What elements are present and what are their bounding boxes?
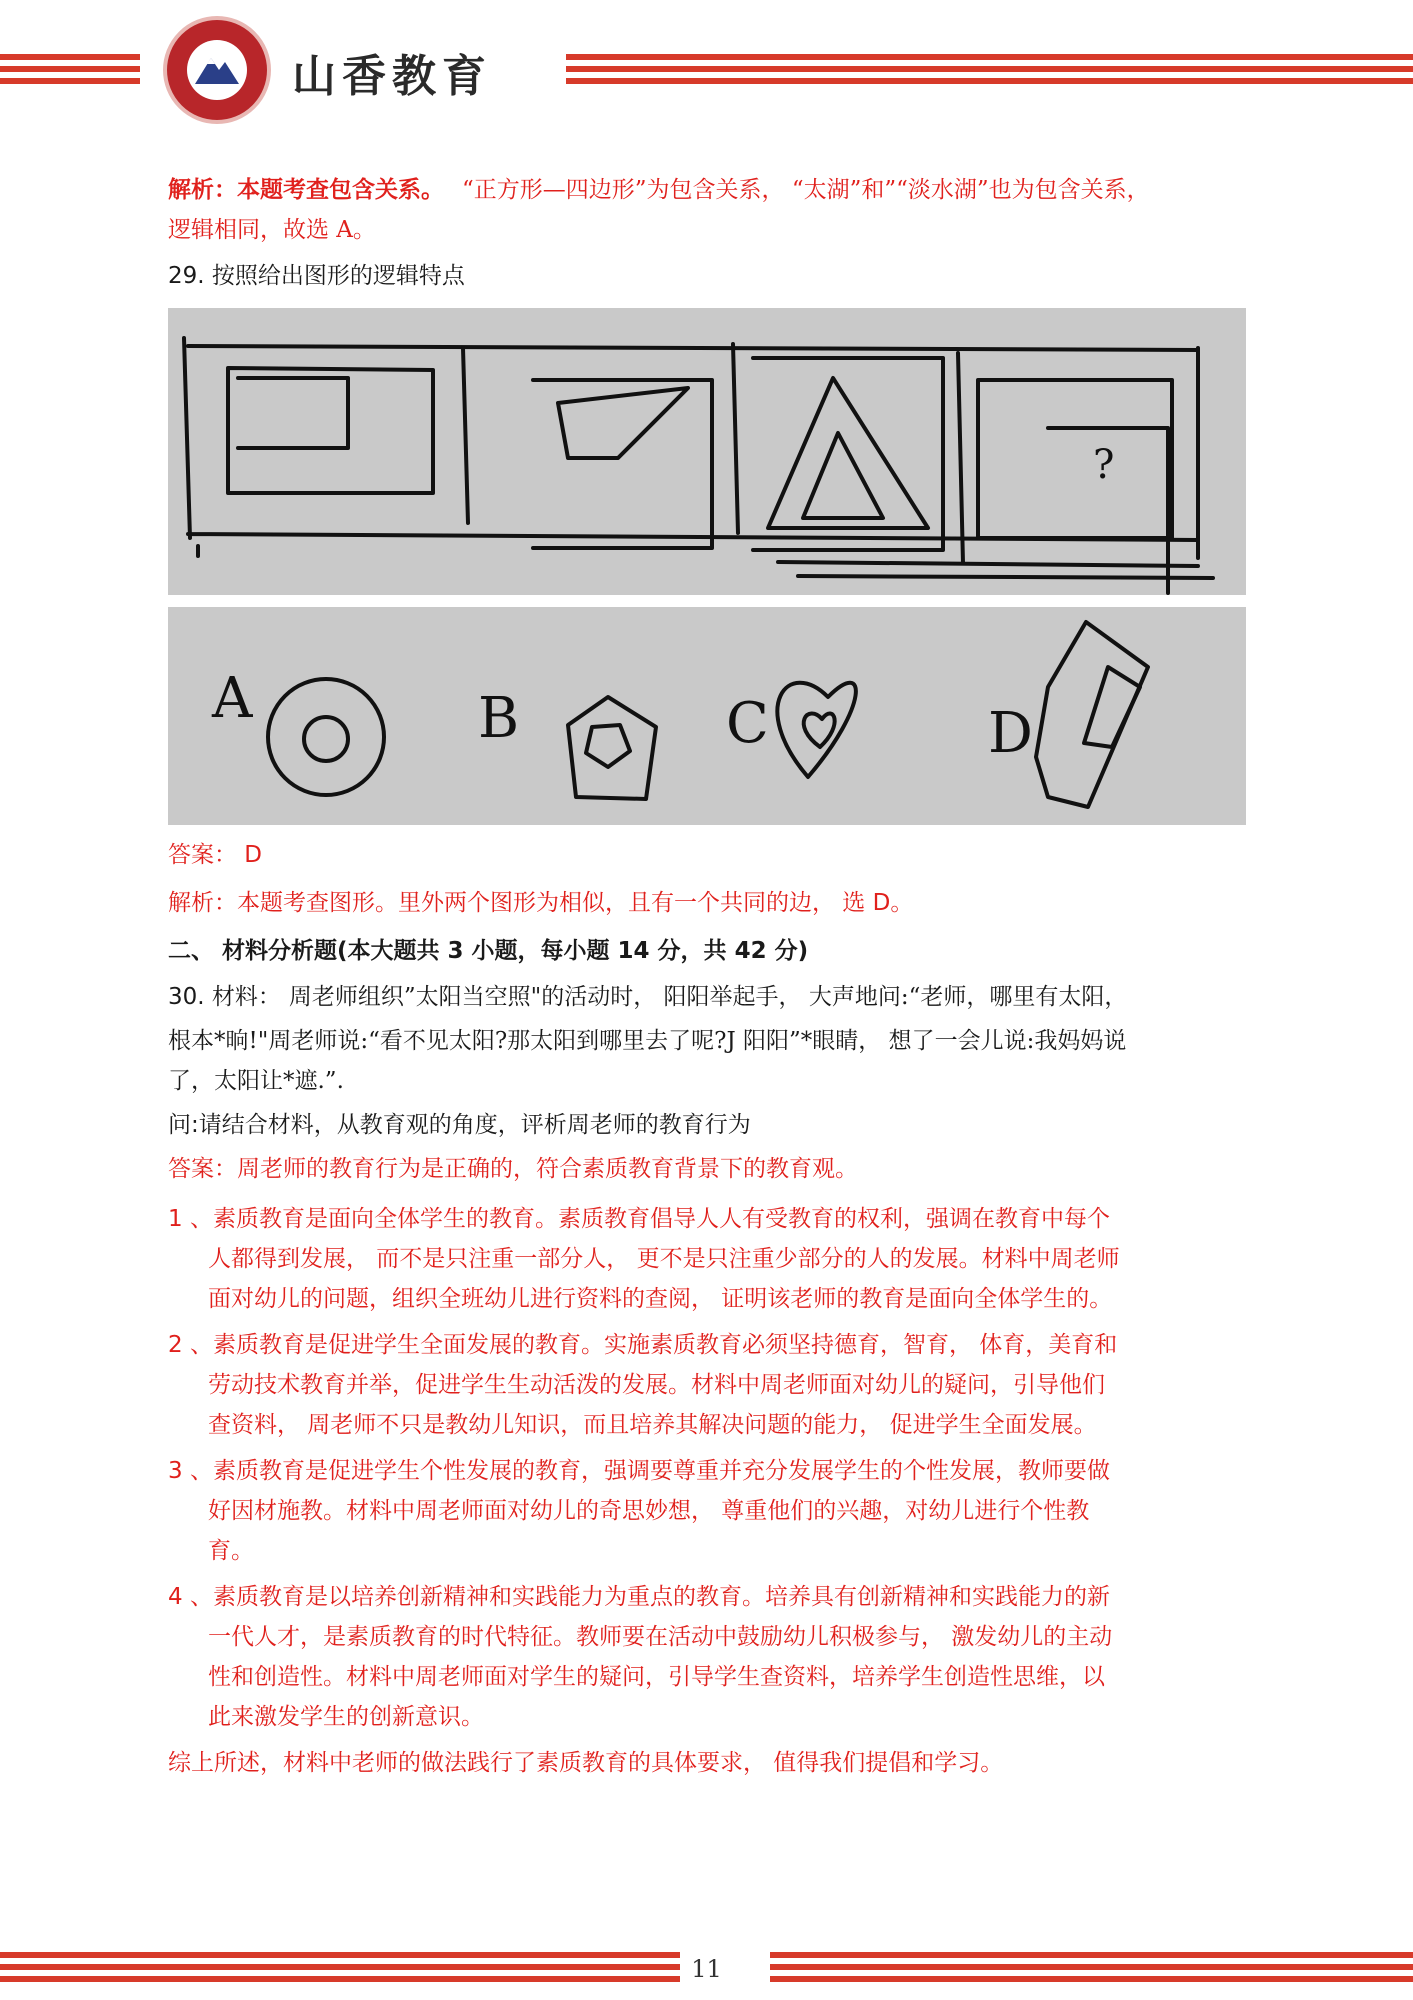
answer-point-2: [168, 1325, 1248, 1445]
q30-answer-intro: 答案：周老师的教育行为是正确的，符合素质教育背景下的教育观。: [168, 1156, 858, 1182]
question-mark: ?: [1093, 442, 1115, 488]
answer-point-4-line4: 此来激发学生的创新意识。: [208, 1704, 484, 1730]
option-c-label: C: [726, 691, 769, 756]
header-stripes-left: [0, 54, 140, 90]
sequence-sketch: [168, 308, 1246, 595]
answer-point-4-line3: 性和创造性。材料中周老师面对学生的疑问，引导学生查资料，培养学生创造性思维，以: [208, 1664, 1105, 1690]
q29-analysis: 解析：本题考查图形。里外两个图形为相似，且有一个共同的边， 选 D。: [168, 890, 914, 916]
brand-logo: [163, 16, 271, 124]
q30-material-text1: 周老师组织”太阳当空照"的活动时， 阳阳举起手， 大声地问:“老师，哪里有太阳，: [288, 984, 1128, 1010]
q30-answer-points: [168, 1199, 1248, 1783]
answer-point-4: [168, 1577, 1248, 1737]
answer-point-1-line3: 面对幼儿的问题，组织全班幼儿进行资料的查阅， 证明该老师的教育是面向全体学生的。: [208, 1286, 1113, 1312]
answer-point-3: [168, 1451, 1248, 1571]
answer-point-3-line1: 3 、素质教育是促进学生个性发展的教育，强调要尊重并充分发展学生的个性发展，教师要做: [168, 1458, 1110, 1484]
page-content-lower: [168, 835, 1248, 1783]
answer-point-3-line3: 育。: [208, 1538, 254, 1564]
option-a-label: A: [212, 666, 253, 731]
brand-name: 山香教育: [292, 51, 492, 102]
q29-options-figure: [168, 607, 1246, 825]
q29-answer: 答案： D: [168, 842, 263, 868]
q28-analysis-text: “正方形—四边形”为包含关系， “太湖”和”“淡水湖”也为包含关系，: [462, 177, 1150, 203]
answer-point-1-line1: 1 、素质教育是面向全体学生的教育。素质教育倡导人人有受教育的权利，强调在教育中每个: [168, 1206, 1110, 1232]
q30-material-line3: 了，太阳让*遮.”.: [168, 1068, 344, 1094]
q28-analysis-label: 解析：本题考查包含关系。: [168, 177, 444, 203]
section2-heading: 二、 材料分析题(本大题共 3 小题，每小题 14 分，共 42 分): [168, 938, 809, 964]
options-sketch: [168, 607, 1246, 825]
answer-point-4-line1: 4 、素质教育是以培养创新精神和实践能力为重点的教育。培养具有创新精神和实践能力的新: [168, 1584, 1110, 1610]
q28-analysis-line2: 逻辑相同，故选 A。: [168, 217, 376, 243]
answer-point-3-line2: 好因材施教。材料中周老师面对幼儿的奇思妙想， 尊重他们的兴趣，对幼儿进行个性教: [208, 1498, 1090, 1524]
q29-title: 29. 按照给出图形的逻辑特点: [168, 263, 465, 289]
page-content: [168, 170, 1248, 296]
answer-point-2-line1: 2 、素质教育是促进学生全面发展的教育。实施素质教育必须坚持德育，智育， 体育，美育和: [168, 1332, 1118, 1358]
header-stripes-right: [566, 54, 1413, 90]
q30-material-line2: 根本*晌!"周老师说:“看不见太阳?那太阳到哪里去了呢?J 阳阳”*眼睛， 想了一会儿说:我妈妈说: [168, 1028, 1127, 1054]
page-number: 11: [691, 1955, 722, 1983]
option-b-label: B: [478, 686, 520, 751]
answer-point-4-line2: 一代人才，是素质教育的时代特征。教师要在活动中鼓励幼儿积极参与， 激发幼儿的主动: [208, 1624, 1113, 1650]
option-d-label: D: [988, 701, 1033, 766]
q30-material-line1: [168, 977, 1248, 1017]
page-header: [0, 0, 1413, 130]
mountain-icon: [187, 40, 247, 100]
q30-conclusion: 综上所述，材料中老师的做法践行了素质教育的具体要求， 值得我们提倡和学习。: [168, 1750, 1004, 1776]
q30-material-label: 30. 材料：: [168, 984, 281, 1010]
answer-point-2-line3: 查资料， 周老师不只是教幼儿知识，而且培养其解决问题的能力， 促进学生全面发展。: [208, 1412, 1097, 1438]
q28-analysis-line1: [168, 170, 1248, 210]
q30-question: 问:请结合材料，从教育观的角度，评析周老师的教育行为: [168, 1112, 751, 1138]
answer-point-2-line2: 劳动技术教育并举，促进学生生动活泼的发展。材料中周老师面对幼儿的疑问，引导他们: [208, 1372, 1105, 1398]
answer-point-1: [168, 1199, 1248, 1319]
q29-sequence-figure: [168, 308, 1246, 595]
answer-point-1-line2: 人都得到发展， 而不是只注重一部分人， 更不是只注重少部分的人的发展。材料中周老师: [208, 1246, 1120, 1272]
